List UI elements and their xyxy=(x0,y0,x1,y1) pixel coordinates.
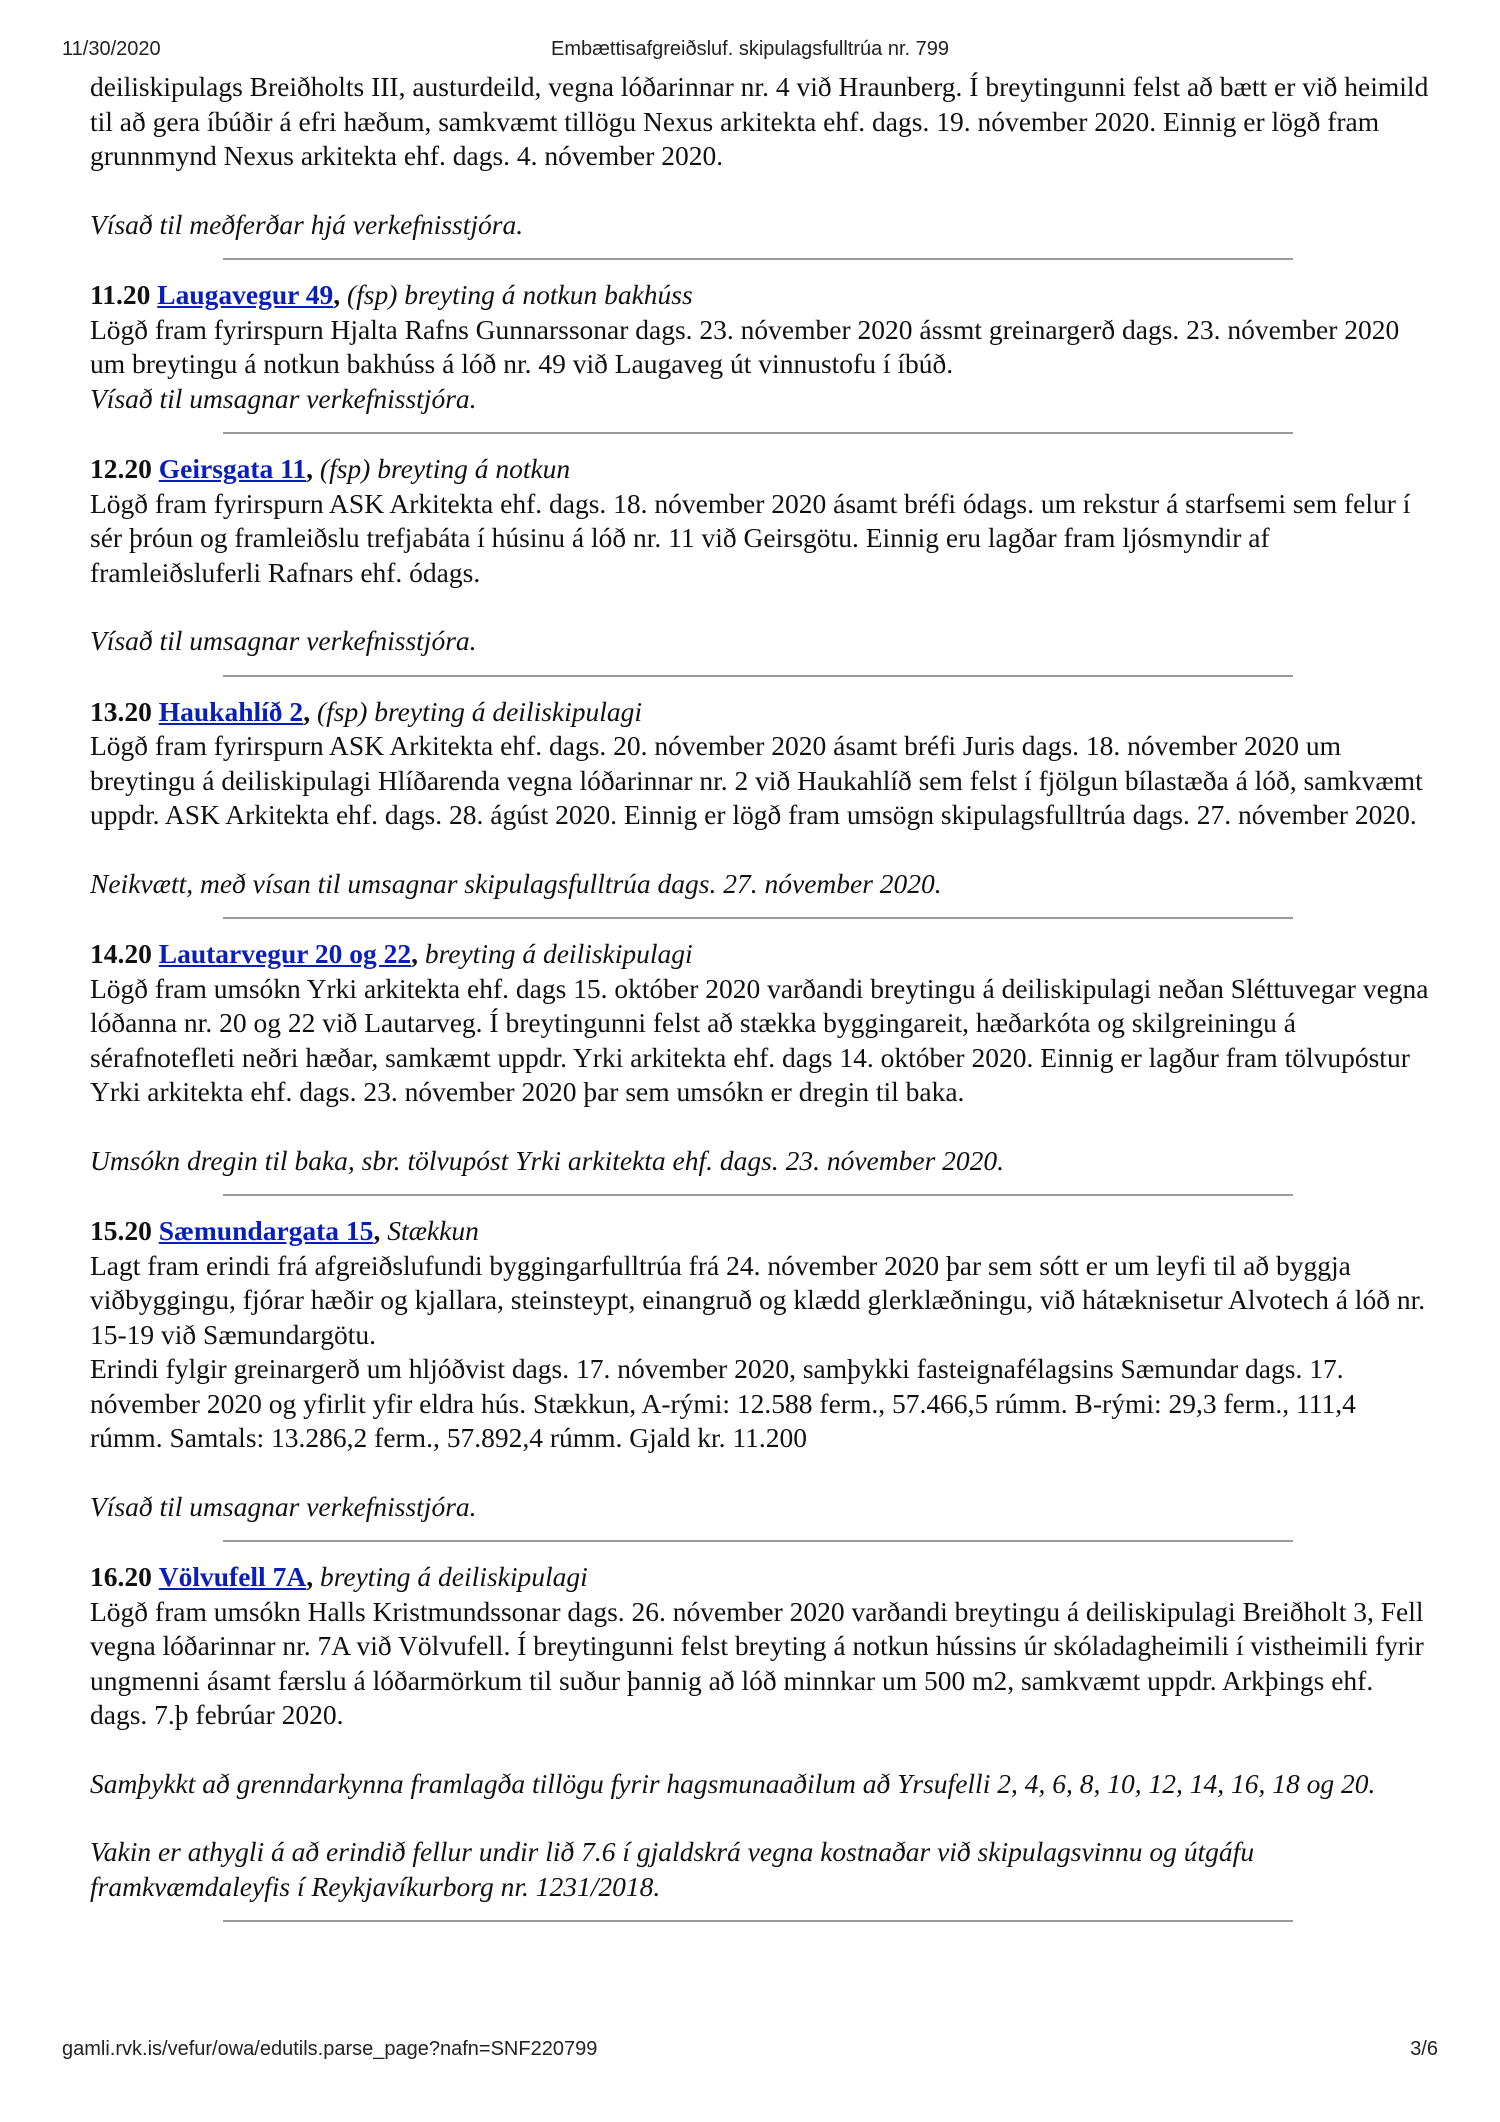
item-subject: breyting á deiliskipulagi xyxy=(424,938,693,969)
intro-text: deiliskipulags Breiðholts III, austurdeild, vegna lóðarinnar nr. 4 við Hraunberg. Í breytingunni felst að bætt er við heimild til að gera íbúðir á efri hæðum, samkvæmt tillögu Nexus arkitekta ehf. dags. 19. nóvember 2020. Einnig er lögð fram grunnmynd Nexus arkitekta ehf. dags. 4. nóvember 2020. xyxy=(90,71,1429,171)
footer-page-number: 3/6 xyxy=(1410,2038,1438,2060)
item-address-link[interactable]: Laugavegur 49 xyxy=(157,279,334,310)
item-verdict: Vísað til umsagnar verkefnisstjóra. xyxy=(90,382,477,414)
item-body-continued: Erindi fylgir greinargerð um hljóðvist dags. 17. nóvember 2020, samþykki fasteignafélagsins Sæmundar dags. 17. nóvember 2020 og yfirlit yfir eldra hús. Stækkun, A-rými: 12.588 ferm., 57.466,5 rúmm. B-rými: 29,3 ferm., 111,4 rúmm. Samtals: 13.286,2 ferm., 57.892,4 rúmm. Gjald kr. 11.200 xyxy=(90,1353,1356,1453)
item-number: 13.20 xyxy=(90,695,152,727)
item-address-link[interactable]: Geirsgata 11 xyxy=(158,453,307,484)
divider xyxy=(223,675,1293,677)
item-body: Lagt fram erindi frá afgreiðslufundi byggingarfulltrúa frá 24. nóvember 2020 þar sem sótt er um leyfi til að byggja viðbyggingu, fjórar hæðir og kjallara, steinsteypt, einangruð og klædd glerklæðningu, við hátæknisetur Alvotech á lóð nr. 15-19 við Sæmundargötu. xyxy=(90,1249,1426,1350)
item-verdict: Samþykkt að grenndarkynna framlagða tillögu fyrir hagsmunaaðilum að Yrsufelli 2, 4, 6, 8, 10, 12, 14, 16, 18 og 20. xyxy=(90,1767,1376,1799)
item-body: Lögð fram fyrirspurn ASK Arkitekta ehf. dags. 20. nóvember 2020 ásamt bréfi Juris dags. 18. nóvember 2020 um breytingu á deiliskipulagi Hlíðarenda vegna lóðarinnar nr. 2 við Haukahlíð sem felst í fjölgun bílastæða á lóð, samkvæmt uppdr. ASK Arkitekta ehf. dags. 28. ágúst 2020. Einnig er lögð fram umsögn skipulagsfulltrúa dags. 27. nóvember 2020. xyxy=(90,730,1423,830)
item-body: Lögð fram umsókn Yrki arkitekta ehf. dags 15. október 2020 varðandi breytingu á deiliskipulagi neðan Sléttuvegar vegna lóðanna nr. 20 og 22 við Lautarveg. Í breytingunni felst að stækka byggingareit, hæðarkóta og skilgreiningu á sérafnotefleti neðri hæðar, samkæmt uppdr. Yrki arkitekta ehf. dags 14. október 2020. Einnig er lagður fram tölvupóstur Yrki arkitekta ehf. dags. 23. nóvember 2020 þar sem umsókn er dregin til baka. xyxy=(90,972,1429,1107)
agenda-item xyxy=(90,1560,1430,1904)
header-date: 11/30/2020 xyxy=(62,38,161,60)
item-number: 11.20 xyxy=(90,279,151,310)
item-body: Lögð fram fyrirspurn Hjalta Rafns Gunnarssonar dags. 23. nóvember 2020 ássmt greinargerð dags. 23. nóvember 2020 um breytingu á notkun bakhúss á lóð nr. 49 við Laugaveg út vinnustofu í íbúð. xyxy=(90,313,1400,379)
agenda-item xyxy=(90,937,1430,1178)
divider xyxy=(223,258,1293,260)
item-number: 12.20 xyxy=(90,453,152,484)
item-subject: (fsp) breyting á deiliskipulagi xyxy=(316,695,643,727)
item-heading: 11.20 Laugavegur 49, (fsp) breyting á notkun bakhúss xyxy=(90,279,693,310)
agenda-item xyxy=(90,452,1430,659)
item-number: 14.20 xyxy=(90,938,152,969)
item-subject: (fsp) breyting á notkun bakhúss xyxy=(346,279,693,310)
item-heading: 13.20 Haukahlíð 2, (fsp) breyting á deiliskipulagi xyxy=(90,695,643,727)
divider xyxy=(223,1194,1293,1196)
document-content xyxy=(90,70,1430,1940)
item-verdict-note: Vakin er athygli á að erindið fellur undir lið 7.6 í gjaldskrá vegna kostnaðar við skipulagsvinnu og útgáfu framkvæmdaleyfis í Reykjavíkurborg nr. 1231/2018. xyxy=(90,1836,1255,1902)
header-title: Embættisafgreiðsluf. skipulagsfulltrúa nr. 799 xyxy=(551,38,949,60)
intro-verdict: Vísað til meðferðar hjá verkefnisstjóra. xyxy=(90,208,524,240)
item-heading: 16.20 Völvufell 7A, breyting á deiliskipulagi xyxy=(90,1561,588,1592)
item-address-link[interactable]: Haukahlíð 2 xyxy=(158,695,304,727)
item-address-link[interactable]: Lautarvegur 20 og 22 xyxy=(158,938,412,969)
item-body: Lögð fram fyrirspurn ASK Arkitekta ehf. dags. 18. nóvember 2020 ásamt bréfi ódags. um rekstur á starfsemi sem felur í sér þróun og framleiðslu trefjabáta í húsinu á lóð nr. 11 við Geirsgötu. Einnig eru lagðar fram ljósmyndir af framleiðsluferli Rafnars ehf. ódags. xyxy=(90,487,1411,588)
item-verdict: Vísað til umsagnar verkefnisstjóra. xyxy=(90,1490,477,1522)
divider xyxy=(223,432,1293,434)
item-subject: breyting á deiliskipulagi xyxy=(319,1561,588,1592)
agenda-item xyxy=(90,1214,1430,1524)
item-verdict: Neikvætt, með vísan til umsagnar skipulagsfulltrúa dags. 27. nóvember 2020. xyxy=(90,867,942,899)
item-body: Lögð fram umsókn Halls Kristmundssonar dags. 26. nóvember 2020 varðandi breytingu á deiliskipulagi Breiðholt 3, Fell vegna lóðarinnar nr. 7A við Völvufell. Í breytingunni felst breyting á notkun hússins úr skóladagheimili í vistheimili fyrir ungmenni ásamt færslu á lóðarmörkum til suður þannig að lóð minnkar um 500 m2, samkvæmt uppdr. Arkþings ehf. dags. 7.þ febrúar 2020. xyxy=(90,1595,1424,1730)
item-number: 16.20 xyxy=(90,1561,152,1592)
item-subject: Stækkun xyxy=(387,1215,479,1246)
item-number: 15.20 xyxy=(90,1215,152,1246)
item-heading: 12.20 Geirsgata 11, (fsp) breyting á notkun xyxy=(90,453,571,484)
item-heading: 14.20 Lautarvegur 20 og 22, breyting á deiliskipulagi xyxy=(90,938,693,969)
agenda-item xyxy=(90,695,1430,902)
item-subject: (fsp) breyting á notkun xyxy=(319,453,571,484)
agenda-item xyxy=(90,278,1430,416)
item-address-link[interactable]: Sæmundargata 15 xyxy=(158,1215,374,1246)
item-verdict: Vísað til umsagnar verkefnisstjóra. xyxy=(90,625,477,656)
item-address-link[interactable]: Völvufell 7A xyxy=(158,1561,307,1592)
divider xyxy=(223,1920,1293,1922)
item-heading: 15.20 Sæmundargata 15, Stækkun xyxy=(90,1215,479,1246)
item-verdict: Umsókn dregin til baka, sbr. tölvupóst Yrki arkitekta ehf. dags. 23. nóvember 2020. xyxy=(90,1144,1005,1176)
footer-url: gamli.rvk.is/vefur/owa/edutils.parse_page?nafn=SNF220799 xyxy=(62,2038,598,2060)
divider xyxy=(223,917,1293,919)
divider xyxy=(223,1540,1293,1542)
